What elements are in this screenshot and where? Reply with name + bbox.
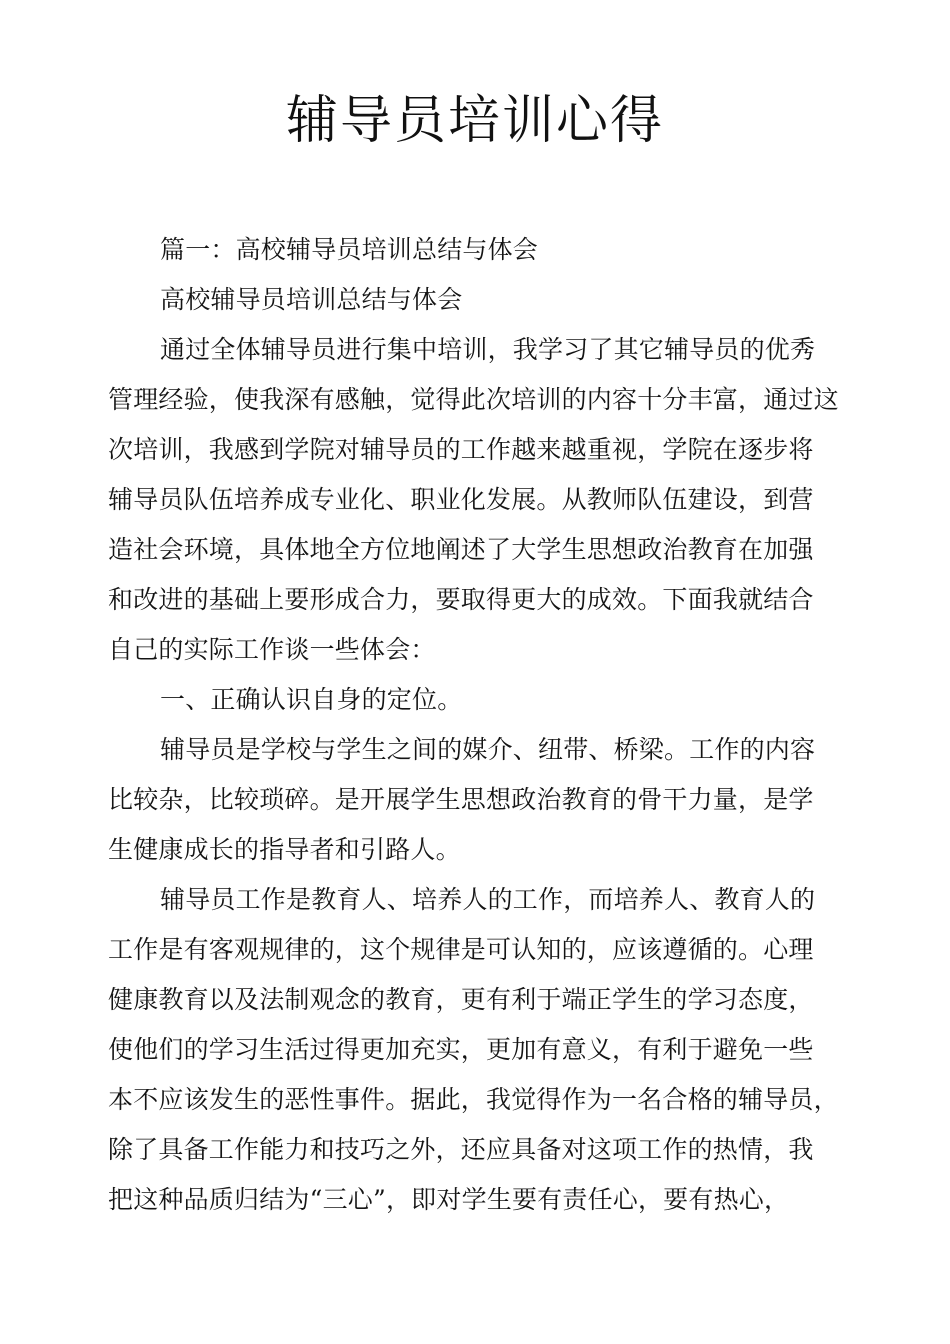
- text-line: 辅导员是学校与学生之间的媒介、纽带、桥梁。工作的内容: [160, 735, 816, 764]
- text-line: 工作是有客观规律的，这个规律是可认知的，应该遵循的。心理: [108, 935, 814, 964]
- text-line: 把这种品质归结为“三心”，即对学生要有责任心，要有热心，: [108, 1185, 790, 1214]
- text-line: 造社会环境，具体地全方位地阐述了大学生思想政治教育在加强: [108, 535, 814, 564]
- text-line: 使他们的学习生活过得更加充实，更加有意义，有利于避免一些: [108, 1035, 814, 1064]
- text-line: 管理经验，使我深有感触，觉得此次培训的内容十分丰富，通过这: [108, 385, 839, 414]
- text-line: 一、正确认识自身的定位。: [160, 685, 463, 714]
- text-line: 比较杂，比较琐碎。是开展学生思想政治教育的骨干力量，是学: [108, 785, 814, 814]
- text-line: 健康教育以及法制观念的教育，更有利于端正学生的学习态度，: [108, 985, 814, 1014]
- document-title: 辅导员培训心得: [285, 91, 664, 151]
- text-line: 次培训，我感到学院对辅导员的工作越来越重视，学院在逐步将: [108, 435, 814, 464]
- text-line: 生健康成长的指导者和引路人。: [108, 835, 461, 864]
- text-line: 通过全体辅导员进行集中培训，我学习了其它辅导员的优秀: [160, 335, 816, 364]
- text-line: 辅导员工作是教育人、培养人的工作，而培养人、教育人的: [160, 885, 816, 914]
- text-line: 和改进的基础上要形成合力，要取得更大的成效。下面我就结合: [108, 585, 814, 614]
- text-line: 辅导员队伍培养成专业化、职业化发展。从教师队伍建设，到营: [108, 485, 814, 514]
- text-line: 高校辅导员培训总结与体会: [160, 285, 463, 314]
- text-line: 本不应该发生的恶性事件。据此，我觉得作为一名合格的辅导员，: [108, 1085, 839, 1114]
- text-line: 篇一：高校辅导员培训总结与体会: [160, 235, 539, 264]
- text-line: 除了具备工作能力和技巧之外，还应具备对这项工作的热情，我: [108, 1135, 814, 1164]
- text-line: 自己的实际工作谈一些体会：: [108, 635, 436, 664]
